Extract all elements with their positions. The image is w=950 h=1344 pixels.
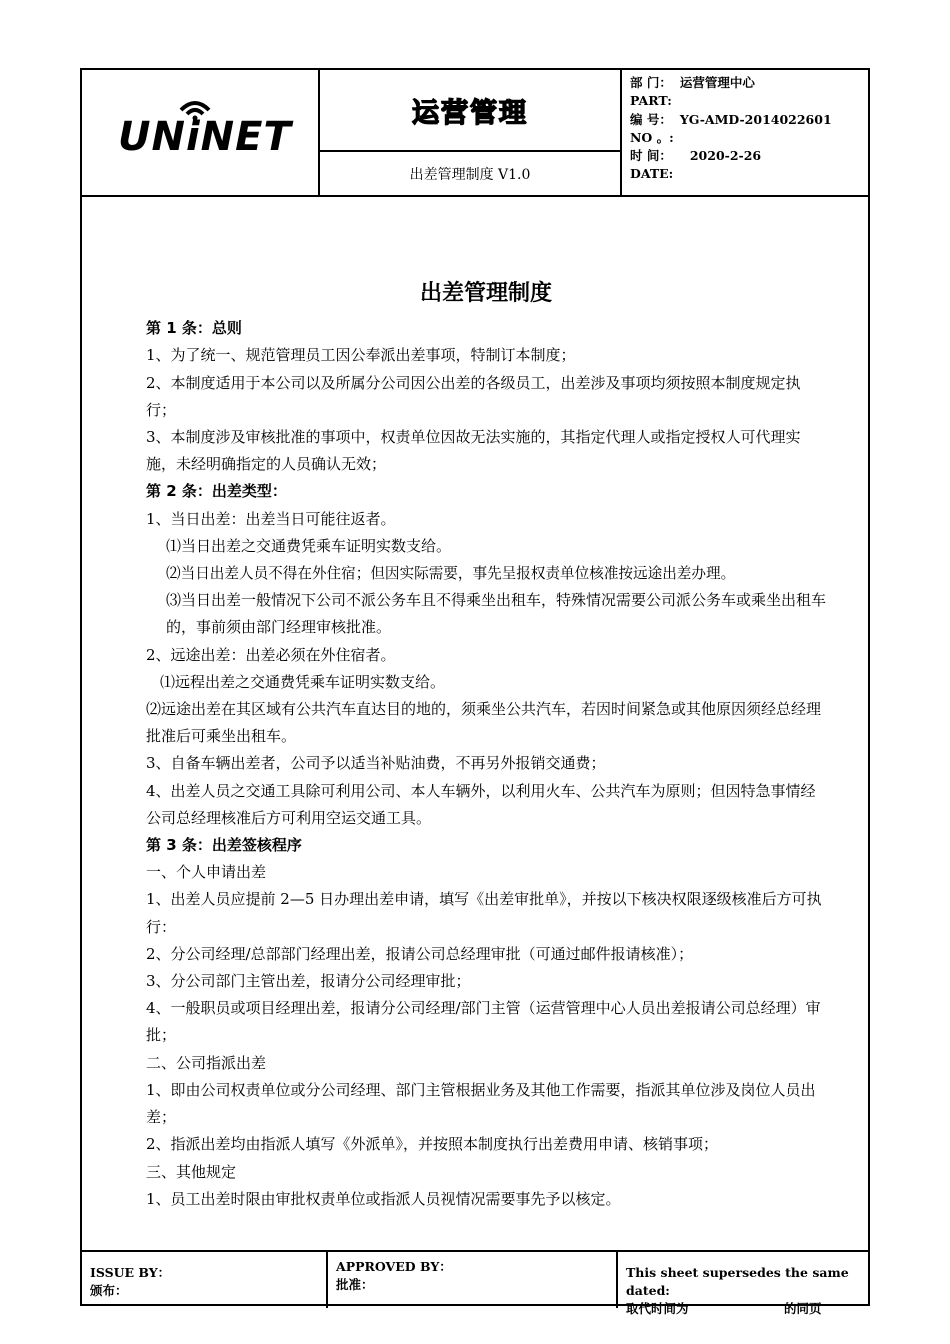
paragraph: 2、本制度适用于本公司以及所属分公司因公出差的各级员工，出差涉及事项均须按照本制度规定执行；	[146, 373, 801, 419]
paragraph: 1、员工出差时限由审批权责单位或指派人员视情况需要事先予以核定。	[146, 1189, 621, 1208]
paragraph: 三、其他规定	[146, 1162, 237, 1181]
paragraph: ⑴当日出差之交通费凭乘车证明实数支给。	[166, 536, 452, 555]
paragraph: ⑵当日出差人员不得在外住宿；但因实际需要，事先呈报权责单位核准按远途出差办理。	[166, 565, 736, 583]
issue-by-cn: 颁布：	[90, 1283, 128, 1298]
section-heading: 第 3 条：出差签核程序	[146, 836, 302, 855]
supersede-cn-a: 取代时间为	[626, 1301, 689, 1316]
paragraph: ⑴远程出差之交通费凭乘车证明实数支给。	[160, 672, 446, 691]
meta-row: NO 。:	[630, 129, 674, 145]
approved-by-cell	[328, 1252, 618, 1308]
paragraph: 二、公司指派出差	[146, 1053, 267, 1072]
doc-meta	[630, 74, 832, 184]
document-header	[82, 70, 868, 197]
document-body	[146, 280, 826, 1213]
paragraph: 2、远途出差：出差必须在外住宿者。	[146, 645, 396, 664]
paragraph: 1、即由公司权责单位或分公司经理、部门主管根据业务及其他工作需要，指派其单位涉及岗位人员出差；	[146, 1080, 816, 1127]
issue-by-en: ISSUE BY：	[90, 1265, 171, 1280]
paragraph: ⑵远途出差在其区域有公共汽车直达目的地的，须乘坐公共汽车，若因时间紧急或其他原因须经总经理批准后可乘坐出租车。	[146, 700, 822, 746]
paragraph: 4、出差人员之交通工具除可利用公司、本人车辆外，以利用火车、公共汽车为原则；但因特急事情经公司总经理核准后方可利用空运交通工具。	[146, 781, 816, 827]
paragraph: 3、本制度涉及审核批准的事项中，权责单位因故无法实施的，其指定代理人或指定授权人可代理实施，未经明确指定的人员确认无效；	[146, 428, 801, 474]
paragraph: 1、出差人员应提前 2—5 日办理出差申请，填写《出差审批单》，并按以下核决权限逐级核准后方可执行：	[146, 890, 822, 936]
meta-row: PART:	[630, 93, 672, 109]
company-logo: UNiNET	[118, 114, 292, 160]
section-heading: 第 1 条：总则	[146, 319, 242, 338]
title-cell	[320, 70, 622, 195]
page-title: 出差管理制度	[419, 281, 552, 306]
supersede-cell	[618, 1252, 868, 1316]
issue-by-cell	[82, 1252, 328, 1308]
paragraph: 4、一般职员或项目经理出差，报请分公司经理/部门主管（运营管理中心人员出差报请公司总经理）审批；	[146, 999, 821, 1045]
logo-cell	[82, 70, 320, 195]
paragraph: 2、分公司经理/总部部门经理出差，报请公司总经理审批（可通过邮件报请核准）；	[146, 944, 694, 963]
paragraph: 一、个人申请出差	[146, 863, 267, 882]
document-frame	[80, 68, 870, 1316]
paragraph: 3、分公司部门主管出差，报请分公司经理审批；	[146, 972, 471, 991]
approved-by-cn: 批准：	[336, 1277, 374, 1292]
doc-title: 出差管理制度 V1.0	[409, 166, 531, 183]
department-title: 运营管理	[412, 97, 528, 129]
section-heading: 第 2 条：出差类型：	[146, 482, 287, 501]
paragraph: ⑶当日出差一般情况下公司不派公务车且不得乘坐出租车，特殊情况需要公司派公务车或乘坐出租车的，事前须由部门经理审核批准。	[166, 591, 827, 637]
meta-row: 部 门： 运营管理中心	[630, 75, 755, 90]
paragraph: 1、为了统一、规范管理员工因公奉派出差事项，特制订本制度；	[146, 346, 576, 365]
supersede-en: This sheet supersedes the same dated:	[626, 1265, 849, 1298]
meta-row: 时 间： 2020-2-26	[630, 148, 762, 164]
meta-row: DATE:	[630, 166, 674, 182]
paragraph: 2、指派出差均由指派人填写《外派单》，并按照本制度执行出差费用申请、核销事项；	[146, 1135, 719, 1154]
approved-by-en: APPROVED BY：	[336, 1259, 452, 1274]
paragraph: 3、自备车辆出差者，公司予以适当补贴油费，不再另外报销交通费；	[146, 754, 606, 773]
document-footer	[82, 1250, 868, 1316]
paragraph: 1、当日出差：出差当日可能往返者。	[146, 509, 396, 528]
supersede-cn-b: 的同页	[784, 1301, 822, 1316]
meta-row: 编 号： YG-AMD-2014022601	[630, 111, 832, 127]
